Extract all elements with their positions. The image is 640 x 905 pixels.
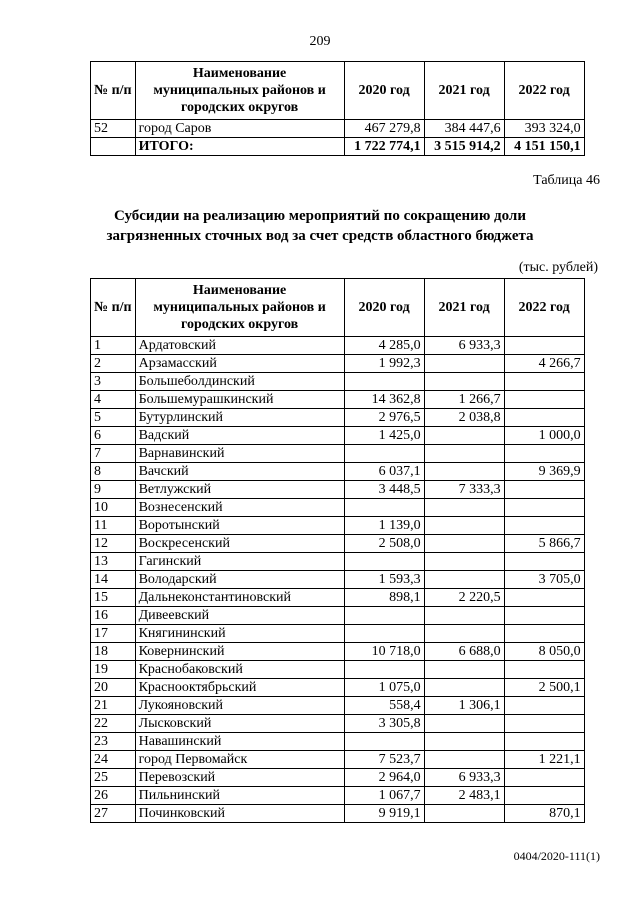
value-2021 [424, 535, 504, 553]
value-2022 [504, 697, 584, 715]
value-2021 [424, 715, 504, 733]
district-name: Вачский [135, 463, 344, 481]
row-number: 18 [91, 643, 136, 661]
district-name: Лукояновский [135, 697, 344, 715]
value-2021: 2 038,8 [424, 409, 504, 427]
value-2020 [344, 373, 424, 391]
value-2020: 3 305,8 [344, 715, 424, 733]
value-2022 [504, 373, 584, 391]
district-name: Ветлужский [135, 481, 344, 499]
value-2022 [504, 409, 584, 427]
value-2020 [344, 733, 424, 751]
row-number: 22 [91, 715, 136, 733]
value-2021 [424, 751, 504, 769]
table-row [91, 715, 585, 733]
value-2021 [424, 625, 504, 643]
value-2020 [344, 499, 424, 517]
total-row [91, 138, 585, 156]
value-2020: 2 508,0 [344, 535, 424, 553]
district-name: Починковский [135, 805, 344, 823]
header-2020: 2020 год [344, 62, 424, 120]
header-2020: 2020 год [344, 279, 424, 337]
value-2022 [504, 481, 584, 499]
row-number: 15 [91, 589, 136, 607]
district-name: Володарский [135, 571, 344, 589]
table-row [91, 625, 585, 643]
value-2022 [504, 769, 584, 787]
value-2020: 1 992,3 [344, 355, 424, 373]
row-number: 26 [91, 787, 136, 805]
table-row [91, 643, 585, 661]
value-2021 [424, 463, 504, 481]
district-name: город Саров [135, 120, 344, 138]
unit-label: (тыс. рублей) [518, 260, 598, 275]
value-2020: 898,1 [344, 589, 424, 607]
row-number: 8 [91, 463, 136, 481]
value-2021: 1 306,1 [424, 697, 504, 715]
district-name: город Первомайск [135, 751, 344, 769]
row-number: 19 [91, 661, 136, 679]
top-table [90, 61, 585, 156]
table-row [91, 499, 585, 517]
table-row [91, 445, 585, 463]
total-label: ИТОГО: [135, 138, 344, 156]
value-2020: 1 139,0 [344, 517, 424, 535]
row-number: 13 [91, 553, 136, 571]
row-number: 16 [91, 607, 136, 625]
row-number: 12 [91, 535, 136, 553]
row-number: 20 [91, 679, 136, 697]
table-row [91, 661, 585, 679]
table-row [91, 409, 585, 427]
value-2022: 1 221,1 [504, 751, 584, 769]
title-line-2: загрязненных сточных вод за счет средств областного бюджета [106, 228, 534, 244]
table-row [91, 120, 585, 138]
value-2021 [424, 373, 504, 391]
value-2020: 14 362,8 [344, 391, 424, 409]
value-2020: 1 067,7 [344, 787, 424, 805]
total-2020: 1 722 774,1 [344, 138, 424, 156]
value-2022: 2 500,1 [504, 679, 584, 697]
district-name: Вознесенский [135, 499, 344, 517]
row-number: 10 [91, 499, 136, 517]
row-number: 1 [91, 337, 136, 355]
table-row [91, 391, 585, 409]
district-name: Арзамасский [135, 355, 344, 373]
value-2022 [504, 589, 584, 607]
row-number: 11 [91, 517, 136, 535]
value-2022: 1 000,0 [504, 427, 584, 445]
value-2022 [504, 337, 584, 355]
table-row [91, 733, 585, 751]
value-2022 [504, 391, 584, 409]
value-2022: 9 369,9 [504, 463, 584, 481]
value-2020 [344, 661, 424, 679]
value-2022 [504, 553, 584, 571]
value-2020: 10 718,0 [344, 643, 424, 661]
table-label: Таблица 46 [533, 173, 600, 188]
district-name: Лысковский [135, 715, 344, 733]
table-row [91, 697, 585, 715]
value-2020: 4 285,0 [344, 337, 424, 355]
district-name: Воротынский [135, 517, 344, 535]
row-number: 17 [91, 625, 136, 643]
value-2020 [344, 625, 424, 643]
value-2020 [344, 553, 424, 571]
table-row [91, 751, 585, 769]
district-name: Перевозский [135, 769, 344, 787]
value-2021: 384 447,6 [424, 120, 504, 138]
table-row [91, 337, 585, 355]
district-name: Воскресенский [135, 535, 344, 553]
value-2021: 2 220,5 [424, 589, 504, 607]
value-2020: 7 523,7 [344, 751, 424, 769]
value-2022: 8 050,0 [504, 643, 584, 661]
value-2020 [344, 607, 424, 625]
value-2020: 6 037,1 [344, 463, 424, 481]
value-2022: 5 866,7 [504, 535, 584, 553]
value-2021 [424, 445, 504, 463]
value-2021 [424, 607, 504, 625]
district-name: Ардатовский [135, 337, 344, 355]
value-2021: 1 266,7 [424, 391, 504, 409]
row-number: 27 [91, 805, 136, 823]
table-row [91, 787, 585, 805]
district-name: Краснооктябрьский [135, 679, 344, 697]
value-2021: 7 333,3 [424, 481, 504, 499]
value-2022 [504, 499, 584, 517]
value-2022 [504, 715, 584, 733]
table-row [91, 769, 585, 787]
header-2021: 2021 год [424, 62, 504, 120]
value-2020: 2 964,0 [344, 769, 424, 787]
table-row [91, 517, 585, 535]
table-row [91, 535, 585, 553]
district-name: Навашинский [135, 733, 344, 751]
value-2020: 2 976,5 [344, 409, 424, 427]
value-2022: 393 324,0 [504, 120, 584, 138]
value-2022 [504, 607, 584, 625]
row-number: 23 [91, 733, 136, 751]
table-row [91, 679, 585, 697]
value-2022 [504, 733, 584, 751]
total-2021: 3 515 914,2 [424, 138, 504, 156]
title-line-1: Субсидии на реализацию мероприятий по сокращению доли [114, 208, 526, 224]
table-row [91, 373, 585, 391]
row-number: 9 [91, 481, 136, 499]
value-2022: 3 705,0 [504, 571, 584, 589]
district-name: Краснобаковский [135, 661, 344, 679]
header-name: Наименование муниципальных районов и городских округов [135, 62, 344, 120]
row-number: 4 [91, 391, 136, 409]
row-number: 6 [91, 427, 136, 445]
value-2021: 6 688,0 [424, 643, 504, 661]
header-2021: 2021 год [424, 279, 504, 337]
header-no: № п/п [91, 279, 136, 337]
value-2020: 9 919,1 [344, 805, 424, 823]
district-name: Большемурашкинский [135, 391, 344, 409]
row-number: 2 [91, 355, 136, 373]
header-no: № п/п [91, 62, 136, 120]
table-row [91, 571, 585, 589]
value-2020 [344, 445, 424, 463]
value-2022 [504, 787, 584, 805]
main-table [90, 278, 585, 823]
value-2022: 4 266,7 [504, 355, 584, 373]
value-2020: 558,4 [344, 697, 424, 715]
district-name: Дальнеконстантиновский [135, 589, 344, 607]
value-2021 [424, 733, 504, 751]
district-name: Гагинский [135, 553, 344, 571]
value-2022 [504, 625, 584, 643]
district-name: Большеболдинский [135, 373, 344, 391]
value-2021: 2 483,1 [424, 787, 504, 805]
value-2021 [424, 427, 504, 445]
table-row [91, 805, 585, 823]
header-name: Наименование муниципальных районов и городских округов [135, 279, 344, 337]
table-row [91, 355, 585, 373]
table-row [91, 427, 585, 445]
value-2022 [504, 517, 584, 535]
value-2021: 6 933,3 [424, 769, 504, 787]
value-2022: 870,1 [504, 805, 584, 823]
value-2021 [424, 499, 504, 517]
district-name: Вадский [135, 427, 344, 445]
value-2021 [424, 553, 504, 571]
district-name: Ковернинский [135, 643, 344, 661]
row-number: 52 [91, 120, 136, 138]
value-2021 [424, 571, 504, 589]
row-number: 25 [91, 769, 136, 787]
table-title [0, 206, 640, 246]
value-2021 [424, 805, 504, 823]
district-name: Бутурлинский [135, 409, 344, 427]
value-2021 [424, 661, 504, 679]
row-number: 5 [91, 409, 136, 427]
value-2022 [504, 661, 584, 679]
value-2020: 1 425,0 [344, 427, 424, 445]
table-row [91, 607, 585, 625]
value-2021 [424, 679, 504, 697]
value-2020: 1 593,3 [344, 571, 424, 589]
header-2022: 2022 год [504, 279, 584, 337]
district-name: Пильнинский [135, 787, 344, 805]
total-2022: 4 151 150,1 [504, 138, 584, 156]
row-number: 7 [91, 445, 136, 463]
row-number: 14 [91, 571, 136, 589]
table-row [91, 589, 585, 607]
row-number: 21 [91, 697, 136, 715]
header-2022: 2022 год [504, 62, 584, 120]
value-2020: 1 075,0 [344, 679, 424, 697]
value-2020: 3 448,5 [344, 481, 424, 499]
value-2020: 467 279,8 [344, 120, 424, 138]
district-name: Варнавинский [135, 445, 344, 463]
district-name: Дивеевский [135, 607, 344, 625]
document-code: 0404/2020-111(1) [513, 849, 600, 863]
page-number: 209 [309, 34, 331, 49]
value-2022 [504, 445, 584, 463]
table-row [91, 463, 585, 481]
value-2021 [424, 517, 504, 535]
district-name: Княгининский [135, 625, 344, 643]
table-row [91, 553, 585, 571]
row-number: 24 [91, 751, 136, 769]
value-2021: 6 933,3 [424, 337, 504, 355]
row-number: 3 [91, 373, 136, 391]
table-row [91, 481, 585, 499]
value-2021 [424, 355, 504, 373]
total-no [91, 138, 136, 156]
